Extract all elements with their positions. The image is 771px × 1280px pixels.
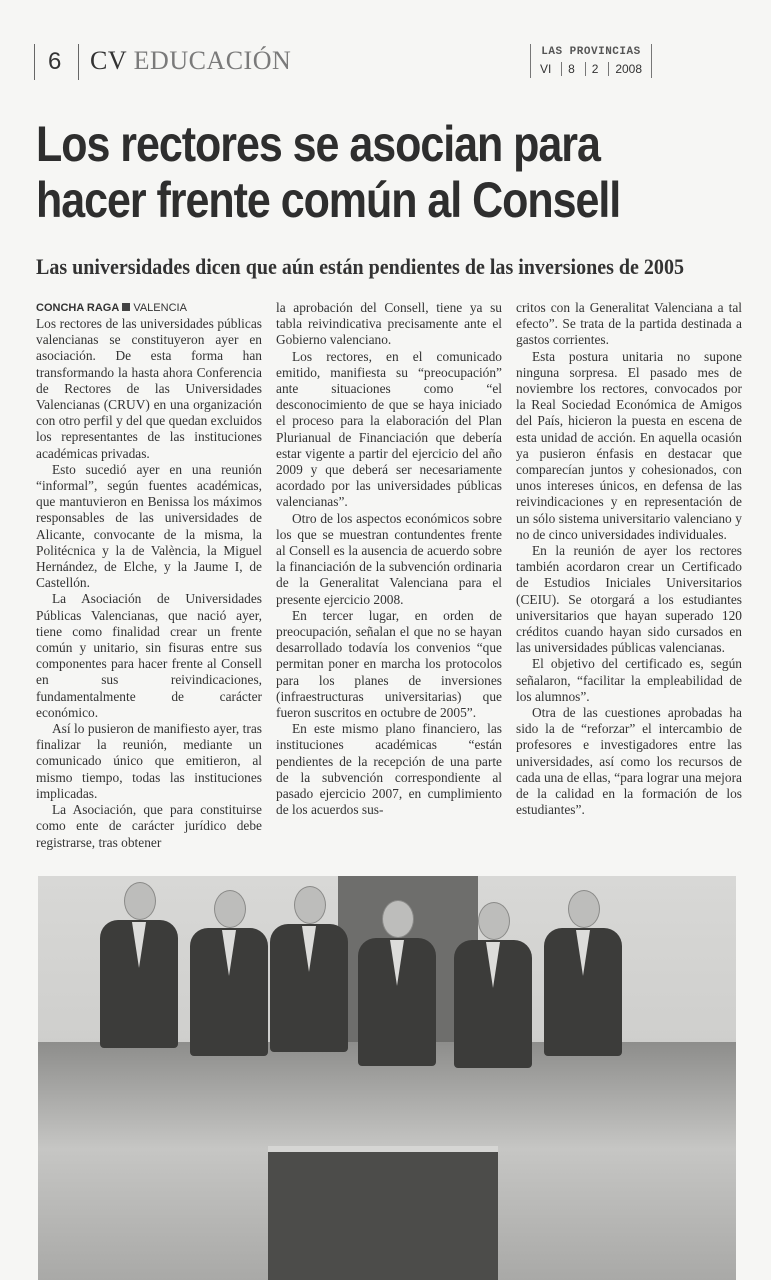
paragraph: En la reunión de ayer los rectores también acordaron crear un Certificado de Estudios Iniciales Universitarios (CEIU). Se otorgará a los estudiantes universitarios que hayan superado 120 créditos cuando hayan sido cursados en las universidades públicas valencianas. (516, 543, 742, 656)
photo-table-center (268, 1146, 498, 1280)
article-photo (38, 876, 736, 1280)
paragraph: Esto sucedió ayer en una reunión “informal”, según fuentes académicas, que mantuvieron en Benissa los máximos responsables de las universidades de Alicante, convocante de la misma, la Politécnica y la de València, la Miguel Hernández, de Elche, y la Jaume I, de Castellón. (36, 461, 262, 591)
masthead-name: LAS PROVINCIAS (541, 46, 641, 58)
byline-location: VALENCIA (133, 302, 187, 314)
page-number: 6 (48, 48, 62, 75)
masthead (530, 44, 652, 78)
photo-person (538, 884, 628, 1064)
date-month: 2 (585, 62, 599, 76)
photo-person (352, 894, 442, 1074)
section-title (90, 46, 291, 76)
byline-square-icon (122, 303, 130, 311)
section-prefix: CV (90, 46, 127, 75)
byline (36, 300, 262, 316)
paragraph: Esta postura unitaria no supone ninguna sorpresa. El pasado mes de noviembre los rectores, convocados por la Real Sociedad Económica de Amigos del País, hicieron la puesta en escena de esta unidad de acción. En aquella ocasión ya pusieron énfasis en destacar que comparecían juntos y cohesionados, con unos intereses únicos, en defensa de las reivindicaciones y en representación de un sólo sistema universitario valenciano y no de cinco universidades individuales. (516, 348, 742, 542)
date-year: 2008 (608, 62, 642, 76)
date-weekday: VI (539, 62, 552, 76)
paragraph: Así lo pusieron de manifiesto ayer, tras finalizar la reunión, mediante un comunicado único que emitieron, al mismo tiempo, todas las instituciones implicadas. (36, 721, 262, 801)
paragraph: La Asociación, que para constituirse como ente de carácter jurídico debe registrarse, tras obtener (36, 802, 262, 850)
subheadline: Las universidades dicen que aún están pendientes de las inversiones de 2005 (36, 254, 684, 279)
article-column-3 (516, 300, 742, 819)
paragraph: Los rectores, en el comunicado emitido, manifiesta su “preocupación” ante situaciones como “el desconocimiento de que se haya iniciado el proceso para la elaboración del Plan Plurianual de Financiación que debería estar vigente a partir del ejercicio del año 2009 y que deberá ser necesariamente acordado por las universidades públicas valencianas”. (276, 348, 502, 510)
page-header (34, 44, 734, 84)
paragraph: la aprobación del Consell, tiene ya su tabla reivindicativa precisamente ante el Gobierno valenciano. (276, 300, 502, 348)
byline-author: CONCHA RAGA (36, 302, 120, 314)
date-day: 8 (561, 62, 575, 76)
headline-line-2: hacer frente común al Consell (36, 172, 621, 228)
paragraph: Los rectores de las universidades públicas valencianas se constituyeron ayer en asociación. De esta forma han transformando la hasta ahora Conferencia de Rectores de las Universidades Valencianas (CRUV) en una organización con otro perfil y del que quedan excluidos los representantes de las instituciones académicas privadas. (36, 316, 262, 461)
paragraph: Otro de los aspectos económicos sobre los que se muestran contundentes frente al Consell es la ausencia de acuerdo sobre la financiación de la subvención ordinaria de la Generalitat Valenciana para el presente ejercicio 2008. (276, 510, 502, 607)
headline (36, 116, 638, 228)
paragraph: Otra de las cuestiones aprobadas ha sido la de “reforzar” el intercambio de profesores e investigadores entre las universidades, así como los recursos de cada una de ellas, “para lograr una mejora de la calidad en la formación de los estudiantes”. (516, 705, 742, 818)
photo-person (184, 884, 274, 1064)
paragraph: En este mismo plano financiero, las instituciones académicas “están pendientes de la recepción de una parte de la subvención correspondiente al pasado ejercicio 2007, en cumplimiento de los acuerdos sus- (276, 721, 502, 818)
article-column-1 (36, 300, 262, 851)
issue-date (531, 62, 651, 76)
paragraph: critos con la Generalitat Valenciana a tal efecto”. Se trata de la partida destinada a gastos corrientes. (516, 300, 742, 348)
header-rule-mid (78, 44, 79, 80)
article-column-2 (276, 300, 502, 819)
paragraph: La Asociación de Universidades Públicas Valencianas, que nació ayer, tiene como finalidad crear un frente común y unitario, sin fisuras entre sus componentes para hacer frente al Consell en sus reivindicaciones, fundamentalmente de carácter económico. (36, 591, 262, 720)
paragraph: En tercer lugar, en orden de preocupación, señalan el que no se hayan desarrollado todavía los convenios “que permitan poner en marcha los protocolos para los planes de inversiones (infraestructuras universitarias) que fueron suscritos en octubre de 2005”. (276, 607, 502, 721)
paragraph: El objetivo del certificado es, según señalaron, “facilitar la empleabilidad de los alumnos”. (516, 656, 742, 704)
header-rule-left (34, 44, 35, 80)
photo-person (264, 880, 354, 1060)
section-name: EDUCACIÓN (133, 46, 292, 75)
photo-person (448, 896, 538, 1076)
photo-person (94, 876, 184, 1056)
headline-line-1: Los rectores se asocian para (36, 116, 600, 172)
